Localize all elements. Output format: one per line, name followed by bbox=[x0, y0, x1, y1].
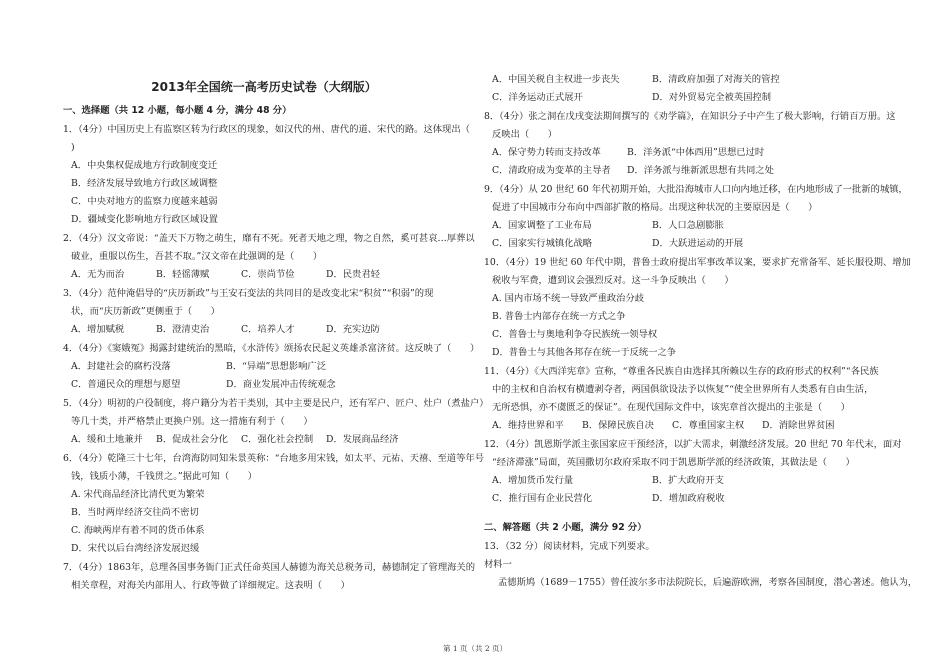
q2-stem-line2: 破业，重服以伤生，吾甚不取。”汉文帝在此强调的是（ ） bbox=[71, 251, 323, 262]
q8-option-a[interactable]: A．保守势力转而支持改革 bbox=[492, 147, 601, 158]
q3-stem-line1: 3．（4分）范仲淹倡导的“庆历新政”与王安石变法的共同目的是改变北宋“积贫”“积弱”的现 bbox=[63, 288, 434, 299]
q8-option-c[interactable]: C．清政府成为变革的主导者 bbox=[492, 165, 611, 176]
q11-stem-line2: 中的主权和自治权有横遭剥夺者，两国俱欲设法予以恢复”“使全世界所有人类悉有自由生活， bbox=[492, 384, 874, 395]
q3-options bbox=[71, 323, 380, 336]
q9-option-a[interactable]: A．国家调整了工业布局 bbox=[492, 220, 592, 231]
section-heading-choice: 一、选择题（共 12 小题，每小题 4 分，满分 48 分） bbox=[63, 105, 292, 116]
q10-option-a[interactable]: A. 国内市场不统一导致严重政治分歧 bbox=[492, 293, 645, 304]
q12-option-d[interactable]: D．增加政府税收 bbox=[652, 493, 725, 504]
q5-option-b[interactable]: B．促成社会分化 bbox=[156, 434, 228, 445]
q4-option-b[interactable]: B．“异端”思想影响广泛 bbox=[226, 361, 327, 372]
q12-option-c[interactable]: C．推行国有企业民营化 bbox=[492, 493, 593, 504]
q12-options-row1 bbox=[492, 474, 724, 487]
q4-option-c[interactable]: C．普通民众的理想与愿望 bbox=[71, 379, 181, 390]
q7-option-c[interactable]: C．洋务运动正式展开 bbox=[492, 92, 583, 103]
page-title: 2013年全国统一高考历史试卷（大纲版） bbox=[151, 80, 377, 94]
q12-options-row2 bbox=[492, 492, 725, 505]
q10-option-d[interactable]: D．普鲁士与其他各邦存在统一于反统一之争 bbox=[492, 347, 677, 358]
q11-option-a[interactable]: A．维持世界和平 bbox=[492, 420, 564, 431]
q5-stem-line2: 等几十类，并严格禁止更换户别。这一措施有利于（ ） bbox=[71, 416, 313, 427]
q3-option-c[interactable]: C．培养人才 bbox=[241, 324, 295, 335]
q5-options bbox=[71, 433, 399, 446]
q8-options-row1 bbox=[492, 146, 764, 159]
q9-stem-line1: 9．（4分）从 20 世纪 60 年代初期开始，大批沿海城市人口向内地迁移，在内地形成了一批新的城镇， bbox=[484, 184, 908, 195]
q5-option-d[interactable]: D．发展商品经济 bbox=[326, 434, 399, 445]
q8-option-b[interactable]: B．洋务派“中体西用”思想已过时 bbox=[627, 147, 765, 158]
q7-stem-line1: 7．（4分）1863年，总理各国事务衙门正式任命英国人赫德为海关总税务司，赫德制定了管理海关的 bbox=[63, 562, 476, 573]
q11-option-b[interactable]: B．保障民族自决 bbox=[582, 420, 654, 431]
q7-option-a[interactable]: A．中国关税自主权进一步丧失 bbox=[492, 74, 620, 85]
q9-option-d[interactable]: D．大跃进运动的开展 bbox=[652, 238, 744, 249]
q2-option-c[interactable]: C．崇尚节俭 bbox=[241, 269, 295, 280]
q9-options-row1 bbox=[492, 219, 724, 232]
q12-option-b[interactable]: B．扩大政府开支 bbox=[652, 475, 724, 486]
q9-options-row2 bbox=[492, 237, 743, 250]
q6-stem-line2: 钱，钱质小薄，千钱贯之。”据此可知（ ） bbox=[71, 471, 258, 482]
q9-option-b[interactable]: B．人口急剧膨胀 bbox=[652, 220, 724, 231]
q12-stem-line2: “经济滞涨”局面，英国撒切尔政府采取不同于凯恩斯学派的经济政策，其做法是（ ） bbox=[492, 457, 855, 468]
q7-option-d[interactable]: D．对外贸易完全被英国控制 bbox=[652, 92, 772, 103]
q3-option-a[interactable]: A．增加赋税 bbox=[71, 324, 125, 335]
q1-stem-line1: 1．（4分）中国历史上有监察区转为行政区的现象，如汉代的州、唐代的道、宋代的路。这体现出（ bbox=[63, 124, 470, 135]
q1-option-a[interactable]: A．中央集权促成地方行政制度变迁 bbox=[71, 160, 218, 171]
q4-options-row1 bbox=[71, 360, 326, 373]
q13-stem: 13．（32 分）阅读材料，完成下列要求。 bbox=[484, 541, 655, 552]
q6-option-c[interactable]: C. 海峡两岸有着不同的货币体系 bbox=[71, 525, 205, 536]
q12-option-a[interactable]: A．增加货币发行量 bbox=[492, 475, 574, 486]
q7-option-b[interactable]: B．清政府加强了对海关的管控 bbox=[652, 74, 780, 85]
q7-options-row1 bbox=[492, 73, 780, 86]
q4-options-row2 bbox=[71, 378, 336, 391]
q11-stem-line3: 无所恐惧，亦不虞匮乏的保证”。在现代国际文件中，该宪章首次提出的主张是（ ） bbox=[492, 402, 851, 413]
q12-stem-line1: 12．（4分）凯恩斯学派主张国家应干预经济，以扩大需求，刺激经济发展。20 世纪 70 年代末，面对 bbox=[484, 439, 902, 450]
q2-option-d[interactable]: D．民贵君轻 bbox=[326, 269, 380, 280]
q11-stem-line1: 11．（4分）《大西洋宪章》宣称，“尊重各民族自由选择其所赖以生存的政府形式的权利”“各民族 bbox=[484, 366, 879, 377]
q3-option-d[interactable]: D．充实边防 bbox=[326, 324, 380, 335]
q7-stem-line2: 相关章程，对海关内部用人、行政等做了详细规定。这表明（ ） bbox=[71, 580, 350, 591]
q5-stem-line1: 5．（4分）明初的户役制度，将户籍分为若干类别，其中主要是民户，还有军户、匠户、灶户（煮盐户） bbox=[63, 398, 489, 409]
page-footer: 第 1 页（共 2 页） bbox=[442, 644, 508, 653]
q2-options bbox=[71, 268, 380, 281]
q13-material-label: 材料一 bbox=[484, 559, 512, 570]
q2-option-b[interactable]: B．轻徭薄赋 bbox=[156, 269, 210, 280]
q6-stem-line1: 6．（4分）乾隆三十七年，台湾海防同知朱景英称：“台地多用宋钱，如太平、元祐、天禧、至道等年号 bbox=[63, 453, 484, 464]
q3-stem-line2: 状，而“庆历新政”更侧重于（ ） bbox=[71, 306, 220, 317]
q5-option-c[interactable]: C．强化社会控制 bbox=[241, 434, 314, 445]
q1-option-c[interactable]: C．中央对地方的监察力度越来越弱 bbox=[71, 196, 218, 207]
q11-option-c[interactable]: C．尊重国家主权 bbox=[672, 420, 745, 431]
q8-stem-line1: 8．（4分）张之洞在戊戌变法期间撰写的《劝学篇》，在知识分子中产生了极大影响，行销百万册。这 bbox=[484, 111, 896, 122]
q13-material-text: 孟德斯鸠（1689－1755）曾任波尔多市法院院长，后遍游欧洲，考察各国制度，潜心著述。他认为， bbox=[498, 577, 918, 588]
q6-option-d[interactable]: D．宋代以后台湾经济发展迟缓 bbox=[71, 543, 200, 554]
q1-stem-line2: ) bbox=[71, 142, 75, 153]
q1-option-b[interactable]: B．经济发展导致地方行政区域调整 bbox=[71, 178, 218, 189]
section-heading-answer: 二、解答题（共 2 小题，满分 92 分） bbox=[484, 522, 647, 533]
q9-option-c[interactable]: C．国家实行城镇化战略 bbox=[492, 238, 593, 249]
q10-option-b[interactable]: B. 普鲁士内部存在统一方式之争 bbox=[492, 311, 626, 322]
q5-option-a[interactable]: A．缓和土地兼并 bbox=[71, 434, 143, 445]
q8-option-d[interactable]: D．洋务派与维新派思想有共同之处 bbox=[627, 165, 774, 176]
q6-option-a[interactable]: A. 宋代商品经济比清代更为繁荣 bbox=[71, 489, 205, 500]
q10-option-c[interactable]: C．普鲁士与奥地利争夺民族统一领导权 bbox=[492, 329, 658, 340]
q4-option-d[interactable]: D．商业发展冲击传统观念 bbox=[226, 379, 336, 390]
q2-option-a[interactable]: A．无为而治 bbox=[71, 269, 125, 280]
q11-options bbox=[492, 419, 835, 432]
q6-option-b[interactable]: B．当时两岸经济交往尚不密切 bbox=[71, 507, 199, 518]
q8-options-row2 bbox=[492, 164, 774, 177]
q4-option-a[interactable]: A．封建社会的腐朽没落 bbox=[71, 361, 171, 372]
q10-stem-line1: 10．（4分）19 世纪 60 年代中期，普鲁士政府提出军事改革议案，要求扩充常备军、延长服役期、增加 bbox=[484, 257, 911, 268]
q4-stem-line1: 4．（4分）《窦娥冤》揭露封建统治的黑暗，《水浒传》颂扬农民起义英雄杀富济贫。这反映了（ ） bbox=[63, 343, 480, 354]
q11-option-d[interactable]: D．消除世界贫困 bbox=[762, 420, 835, 431]
q7-options-row2 bbox=[492, 91, 771, 104]
q1-option-d[interactable]: D．疆域变化影响地方行政区域设置 bbox=[71, 214, 218, 225]
q3-option-b[interactable]: B．澄清吏治 bbox=[156, 324, 210, 335]
q8-stem-line2: 反映出（ ） bbox=[492, 129, 558, 140]
q9-stem-line2: 促进了中国城市分布向中西部扩散的格局。出现这种状况的主要原因是（ ） bbox=[492, 202, 818, 213]
q10-stem-line2: 税收与军费，遭到议会强烈反对。这一斗争反映出（ ） bbox=[492, 275, 734, 286]
q2-stem-line1: 2．（4分）汉文帝说：“盖天下万物之萌生，靡有不死。死者天地之理，物之自然，奚可甚哀…厚葬以 bbox=[63, 233, 475, 244]
